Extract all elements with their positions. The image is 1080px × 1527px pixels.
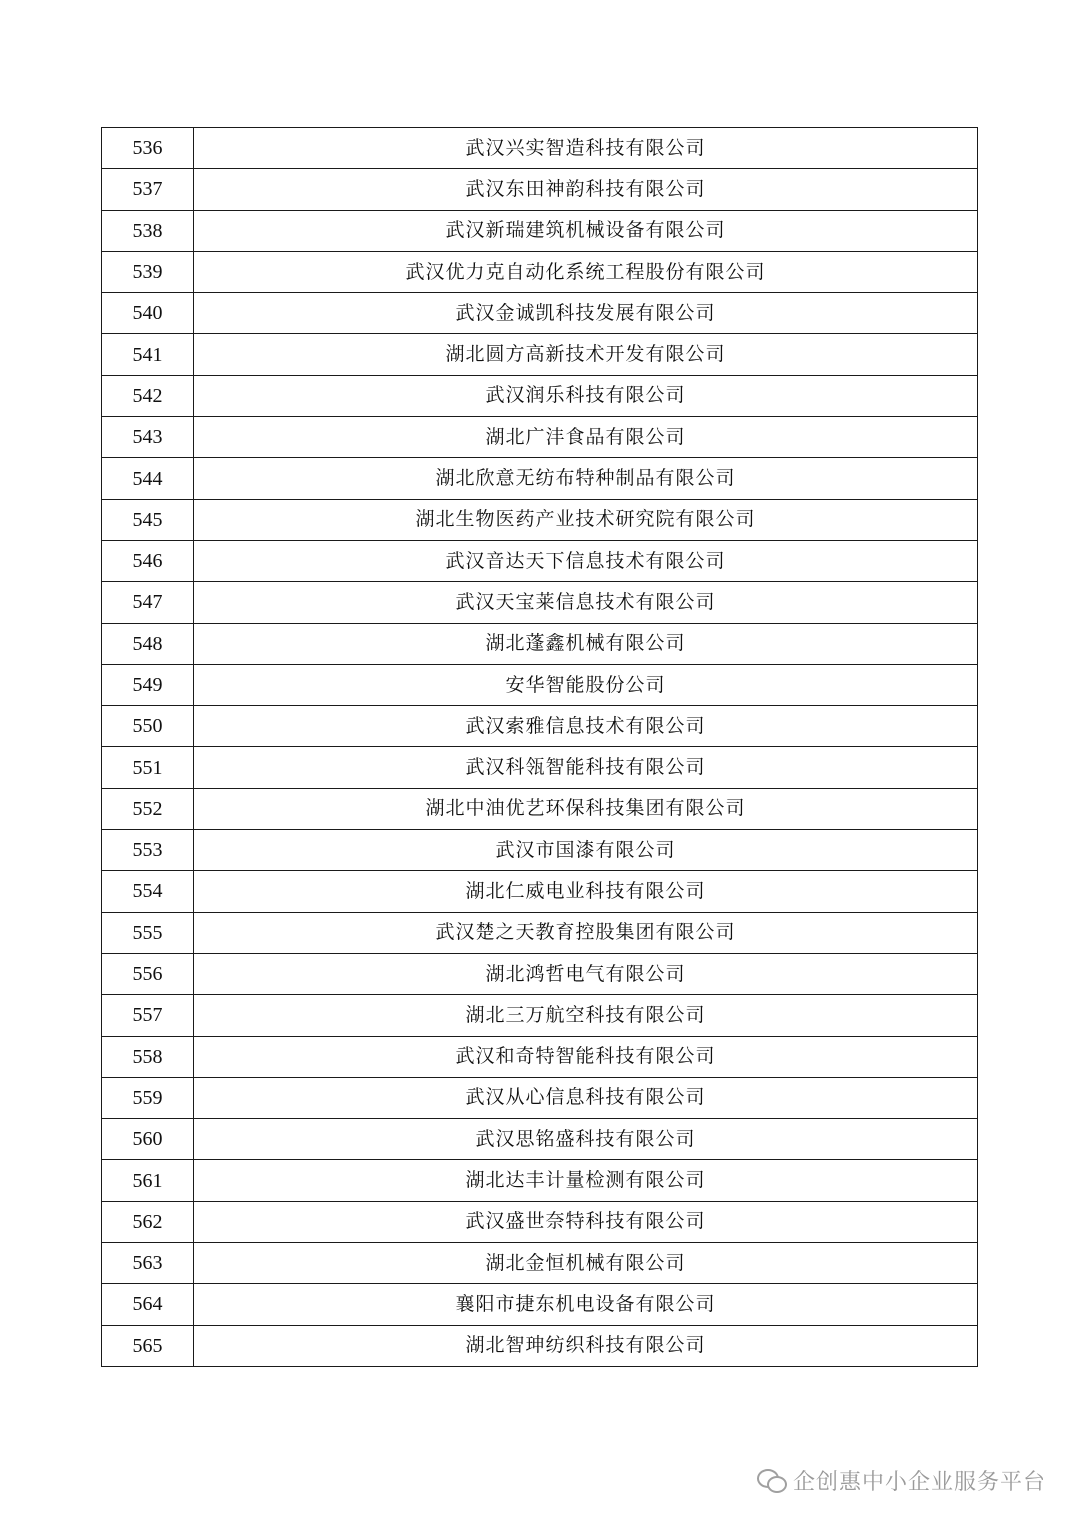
company-name: 湖北三万航空科技有限公司	[194, 995, 978, 1036]
company-name: 湖北达丰计量检测有限公司	[194, 1160, 978, 1201]
row-number: 549	[102, 664, 194, 705]
company-name: 安华智能股份公司	[194, 664, 978, 705]
company-name: 武汉从心信息科技有限公司	[194, 1077, 978, 1118]
company-name: 湖北金恒机械有限公司	[194, 1243, 978, 1284]
table-row	[102, 747, 978, 788]
table-row	[102, 417, 978, 458]
company-name: 湖北仁威电业科技有限公司	[194, 871, 978, 912]
table-row	[102, 871, 978, 912]
table-row	[102, 499, 978, 540]
row-number: 565	[102, 1325, 194, 1366]
table-row	[102, 334, 978, 375]
row-number: 542	[102, 375, 194, 416]
company-name: 湖北鸿哲电气有限公司	[194, 953, 978, 994]
watermark-text: 企创惠中小企业服务平台	[792, 1469, 1046, 1495]
row-number: 563	[102, 1243, 194, 1284]
table-body	[102, 128, 978, 1367]
company-name: 武汉金诚凯科技发展有限公司	[194, 293, 978, 334]
table-row	[102, 953, 978, 994]
row-number: 545	[102, 499, 194, 540]
table-row	[102, 1119, 978, 1160]
table-row	[102, 540, 978, 581]
row-number: 551	[102, 747, 194, 788]
row-number: 555	[102, 912, 194, 953]
company-name: 武汉优力克自动化系统工程股份有限公司	[194, 251, 978, 292]
company-name: 武汉和奇特智能科技有限公司	[194, 1036, 978, 1077]
table-row	[102, 664, 978, 705]
row-number: 540	[102, 293, 194, 334]
company-name: 武汉科瓴智能科技有限公司	[194, 747, 978, 788]
row-number: 561	[102, 1160, 194, 1201]
table-row	[102, 995, 978, 1036]
row-number: 562	[102, 1201, 194, 1242]
company-name: 武汉新瑞建筑机械设备有限公司	[194, 210, 978, 251]
table-row	[102, 788, 978, 829]
row-number: 552	[102, 788, 194, 829]
row-number: 550	[102, 706, 194, 747]
company-name: 武汉楚之天教育控股集团有限公司	[194, 912, 978, 953]
row-number: 537	[102, 169, 194, 210]
row-number: 538	[102, 210, 194, 251]
wechat-icon	[757, 1467, 787, 1493]
company-name: 武汉盛世奈特科技有限公司	[194, 1201, 978, 1242]
table-row	[102, 706, 978, 747]
company-name: 武汉音达天下信息技术有限公司	[194, 540, 978, 581]
table-row	[102, 375, 978, 416]
row-number: 558	[102, 1036, 194, 1077]
company-name: 湖北欣意无纺布特种制品有限公司	[194, 458, 978, 499]
company-name: 湖北广沣食品有限公司	[194, 417, 978, 458]
company-name: 湖北蓬鑫机械有限公司	[194, 623, 978, 664]
company-name: 武汉思铭盛科技有限公司	[194, 1119, 978, 1160]
table-row	[102, 582, 978, 623]
row-number: 547	[102, 582, 194, 623]
company-name: 湖北生物医药产业技术研究院有限公司	[194, 499, 978, 540]
table-row	[102, 1077, 978, 1118]
table-row	[102, 1036, 978, 1077]
table-row	[102, 1325, 978, 1366]
company-list-table	[101, 127, 978, 1367]
table-row	[102, 1243, 978, 1284]
company-name: 湖北圆方高新技术开发有限公司	[194, 334, 978, 375]
company-name: 武汉润乐科技有限公司	[194, 375, 978, 416]
row-number: 541	[102, 334, 194, 375]
row-number: 544	[102, 458, 194, 499]
company-name: 武汉市国漆有限公司	[194, 830, 978, 871]
table-row	[102, 210, 978, 251]
row-number: 543	[102, 417, 194, 458]
table-row	[102, 1284, 978, 1325]
table-row	[102, 623, 978, 664]
company-name: 湖北智珅纺织科技有限公司	[194, 1325, 978, 1366]
table-row	[102, 169, 978, 210]
company-name: 武汉兴实智造科技有限公司	[194, 128, 978, 169]
row-number: 564	[102, 1284, 194, 1325]
row-number: 548	[102, 623, 194, 664]
row-number: 559	[102, 1077, 194, 1118]
table-row	[102, 251, 978, 292]
row-number: 539	[102, 251, 194, 292]
row-number: 557	[102, 995, 194, 1036]
table-row	[102, 293, 978, 334]
table-row	[102, 1201, 978, 1242]
company-name: 武汉天宝莱信息技术有限公司	[194, 582, 978, 623]
row-number: 553	[102, 830, 194, 871]
company-name: 湖北中油优艺环保科技集团有限公司	[194, 788, 978, 829]
table-row	[102, 458, 978, 499]
company-name: 武汉索雅信息技术有限公司	[194, 706, 978, 747]
table-row	[102, 830, 978, 871]
company-name: 武汉东田神韵科技有限公司	[194, 169, 978, 210]
row-number: 560	[102, 1119, 194, 1160]
table-row	[102, 1160, 978, 1201]
row-number: 556	[102, 953, 194, 994]
watermark	[757, 1462, 1046, 1498]
row-number: 536	[102, 128, 194, 169]
row-number: 546	[102, 540, 194, 581]
row-number: 554	[102, 871, 194, 912]
table-row	[102, 128, 978, 169]
company-name: 襄阳市捷东机电设备有限公司	[194, 1284, 978, 1325]
table-row	[102, 912, 978, 953]
